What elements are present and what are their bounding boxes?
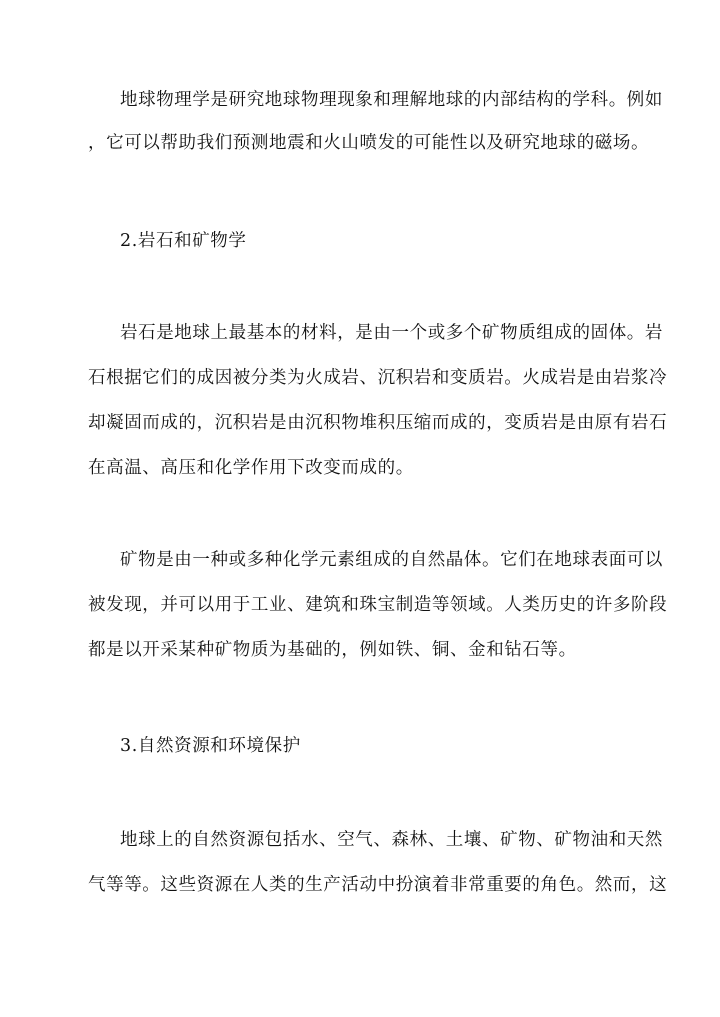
paragraph-line: ，它可以帮助我们预测地震和火山喷发的可能性以及研究地球的磁场。 xyxy=(88,133,650,153)
paragraph-line: 在高温、高压和化学作用下改变而成的。 xyxy=(88,458,414,478)
paragraph-line: 地球上的自然资源包括水、空气、森林、土壤、矿物、矿物油和天然 xyxy=(120,830,663,850)
paragraph-line: 气等等。这些资源在人类的生产活动中扮演着非常重要的角色。然而，这 xyxy=(88,875,668,895)
paragraph-line: 被发现，并可以用于工业、建筑和珠宝制造等领域。人类历史的许多阶段 xyxy=(88,595,668,615)
paragraph-line: 岩石是地球上最基本的材料，是由一个或多个矿物质组成的固体。岩 xyxy=(120,323,663,343)
paragraph-line: 石根据它们的成因被分类为火成岩、沉积岩和变质岩。火成岩是由岩浆冷 xyxy=(88,368,668,388)
paragraph-line: 却凝固而成的，沉积岩是由沉积物堆积压缩而成的，变质岩是由原有岩石 xyxy=(88,413,668,433)
section-heading-3: 3.自然资源和环境保护 xyxy=(120,736,301,756)
paragraph-line: 都是以开采某种矿物质为基础的，例如铁、铜、金和钻石等。 xyxy=(88,640,577,660)
section-heading-2: 2.岩石和矿物学 xyxy=(120,231,247,251)
paragraph-line: 地球物理学是研究地球物理现象和理解地球的内部结构的学科。例如 xyxy=(120,90,663,110)
paragraph-line: 矿物是由一种或多种化学元素组成的自然晶体。它们在地球表面可以 xyxy=(120,550,663,570)
